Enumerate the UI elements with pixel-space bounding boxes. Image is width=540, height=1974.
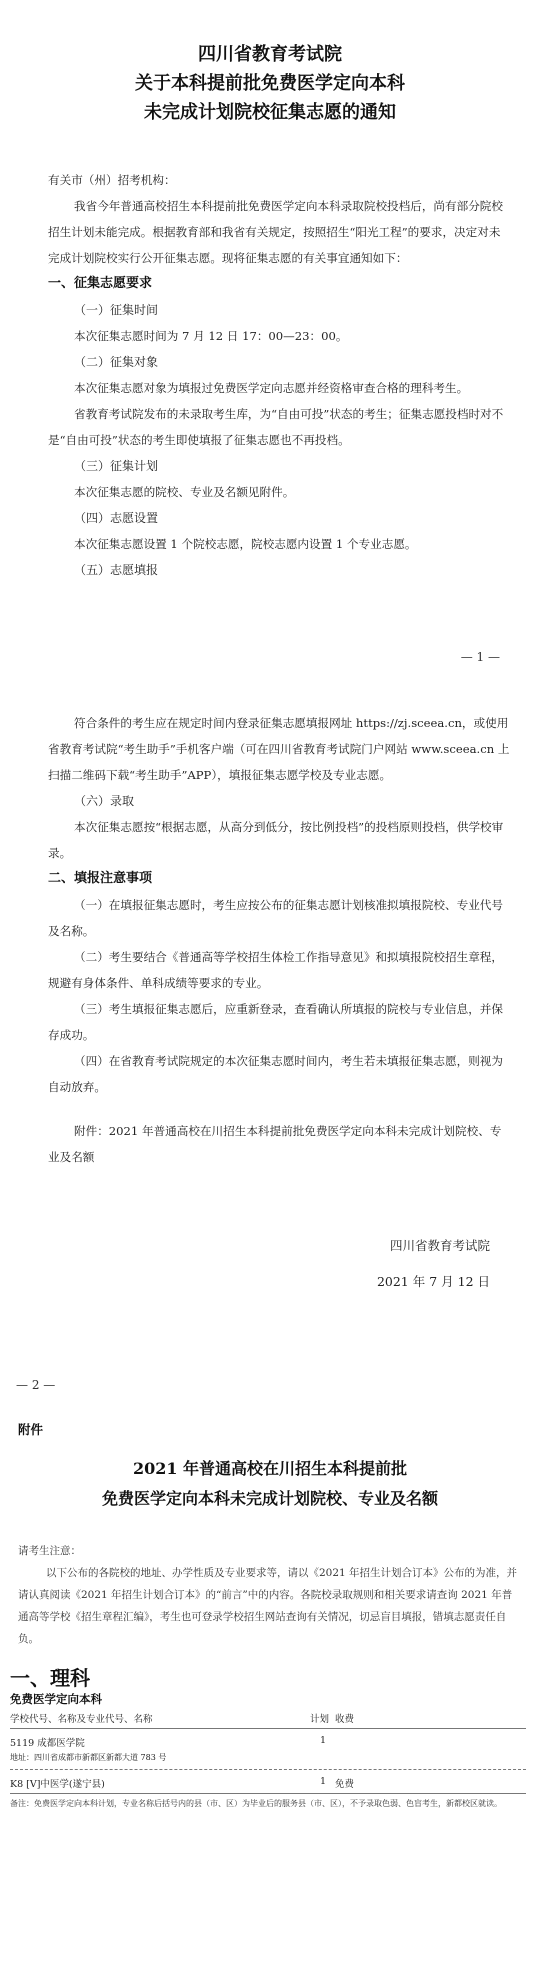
title-line-3: 未完成计划院校征集志愿的通知 bbox=[144, 102, 396, 123]
row-divider bbox=[10, 1793, 526, 1794]
row-divider bbox=[10, 1769, 526, 1770]
notice-text: 以下公布的各院校的地址、办学性质及专业要求等，请以《2021 年招生计划合订本》公布的为准，并请认真阅读《2021 年招生计划合订本》的“前言”中的内容。各院校录取规则和相关要求请查询 2021 年普通高等学校《招生章程汇编》，考生也可登录学校招生网站查询有关情况，切忌盲目填报，错填志愿责任自负。 bbox=[18, 1567, 518, 1645]
plan-cell: 1 bbox=[320, 1776, 327, 1787]
subheading-time: （一）征集时间 bbox=[74, 303, 159, 317]
table-header bbox=[10, 1711, 540, 1728]
attachment-title bbox=[0, 1454, 540, 1514]
table-row bbox=[10, 1776, 540, 1793]
notice-title bbox=[0, 40, 540, 127]
plan-cell: 1 bbox=[320, 1735, 327, 1746]
subheading-admission: （六）录取 bbox=[74, 794, 135, 808]
note-2: （二）考生要结合《普通高等学校招生体检工作指导意见》和拟填报院校招生章程，规避有身体条件、单科成绩等要求的专业。 bbox=[48, 950, 503, 990]
admission-text: 本次征集志愿按“根据志愿，从高分到低分，按比例投档”的投档原则投档，供学校审录。 bbox=[48, 820, 504, 860]
subheading-plan: （三）征集计划 bbox=[74, 459, 159, 473]
school-cell: 5119 成都医学院 bbox=[10, 1738, 85, 1749]
attachment-title-line-1: 2021 年普通高校在川招生本科提前批 bbox=[132, 1459, 408, 1478]
target-text: 本次征集志愿对象为填报过免费医学定向志愿并经资格审查合格的理科考生。 bbox=[74, 381, 469, 395]
note-1: （一）在填报征集志愿时，考生应按公布的征集志愿计划核准拟填报院校、专业代号及名称。 bbox=[48, 898, 503, 938]
time-text: 本次征集志愿时间为 7 月 12 日 17：00—23：00。 bbox=[74, 329, 348, 343]
subheading-setting: （四）志愿设置 bbox=[74, 511, 159, 525]
note-4: （四）在省教育考试院规定的本次征集志愿时间内，考生若未填报征集志愿，则视为自动放弃。 bbox=[48, 1054, 503, 1094]
intro-paragraph: 我省今年普通高校招生本科提前批免费医学定向本科录取院校投档后，尚有部分院校招生计划未能完成。根据教育部和我省有关规定，按照招生“阳光工程”的要求，决定对未完成计划院校实行公开征集志愿。现将征集志愿的有关事宜通知如下： bbox=[48, 199, 503, 265]
attachment-line: 附件：2021 年普通高校在川招生本科提前批免费医学定向本科未完成计划院校、专业及名额 bbox=[48, 1124, 502, 1164]
header-plan: 计划 bbox=[310, 1714, 330, 1725]
header-divider bbox=[10, 1728, 526, 1729]
section-heading-2: 二、填报注意事项 bbox=[48, 871, 153, 886]
section-heading-1: 一、征集志愿要求 bbox=[48, 276, 153, 291]
page-1 bbox=[0, 40, 540, 583]
remark: 备注：免费医学定向本科计划，专业名称后括号内的县（市、区）为毕业后的服务县（市、区），不予录取色弱、色盲考生，新都校区就读。 bbox=[10, 1799, 502, 1808]
page-3 bbox=[0, 1420, 540, 1811]
plan-text: 本次征集志愿的院校、专业及名额见附件。 bbox=[74, 485, 295, 499]
target-text-2: 省教育考试院发布的未录取考生库，为“自由可投”状态的考生；征集志愿投档时对不是“自由可投”状态的考生即使填报了征集志愿也不再投档。 bbox=[48, 407, 504, 447]
note-3: （三）考生填报征集志愿后，应重新登录，查看确认所填报的院校与专业信息，并保存成功。 bbox=[48, 1002, 503, 1042]
subheading-filling: （五）志愿填报 bbox=[74, 563, 159, 577]
page-2 bbox=[0, 710, 540, 1296]
page-number-1: — 1 — bbox=[460, 650, 500, 664]
table-row bbox=[10, 1752, 540, 1769]
category-title: 免费医学定向本科 bbox=[10, 1692, 102, 1706]
setting-text: 本次征集志愿设置 1 个院校志愿，院校志愿内设置 1 个专业志愿。 bbox=[74, 537, 417, 551]
signer: 四川省教育考试院 bbox=[389, 1238, 490, 1253]
science-section: 一、理科 bbox=[10, 1666, 90, 1690]
notice-head: 请考生注意： bbox=[18, 1545, 81, 1557]
major-cell: K8 [V]中医学(遂宁县) bbox=[10, 1779, 105, 1790]
title-line-2: 关于本科提前批免费医学定向本科 bbox=[135, 73, 405, 94]
header-school: 学校代号、名称及专业代号、名称 bbox=[10, 1714, 153, 1725]
address-cell: 地址：四川省成都市新都区新都大道 783 号 bbox=[10, 1753, 167, 1762]
page-number-2: — 2 — bbox=[16, 1378, 56, 1392]
salutation: 有关市（州）招考机构： bbox=[48, 173, 176, 187]
fee-cell: 免费 bbox=[335, 1779, 355, 1790]
table-row bbox=[10, 1735, 540, 1752]
attachment-title-line-2: 免费医学定向本科未完成计划院校、专业及名额 bbox=[101, 1489, 438, 1508]
issue-date: 2021 年 7 月 12 日 bbox=[376, 1274, 490, 1289]
header-fee: 收费 bbox=[335, 1714, 355, 1725]
subheading-target: （二）征集对象 bbox=[74, 355, 159, 369]
title-line-1: 四川省教育考试院 bbox=[198, 44, 342, 65]
website-paragraph: 符合条件的考生应在规定时间内登录征集志愿填报网址 https://zj.sceea.cn，或使用省教育考试院“考生助手”手机客户端（可在四川省教育考试院门户网站 www.sceea.cn 上扫描二维码下载“考生助手”APP），填报征集志愿学校及专业志愿。 bbox=[48, 716, 510, 782]
attachment-label: 附件 bbox=[18, 1422, 44, 1437]
